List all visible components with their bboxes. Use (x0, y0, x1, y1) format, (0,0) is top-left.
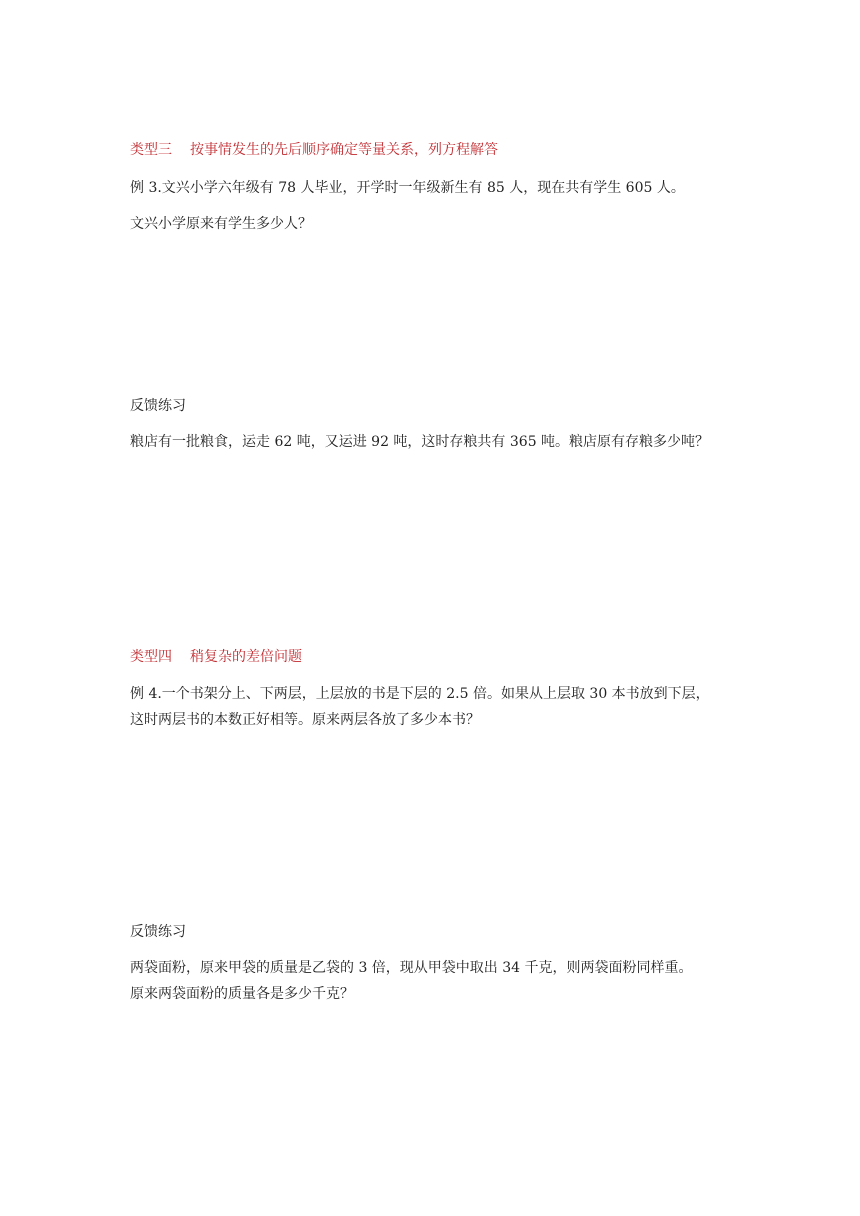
section3-heading-label: 类型三 (130, 142, 172, 158)
practice4-title: 反馈练习 (130, 924, 186, 940)
section3-heading-text: 按事情发生的先后顺序确定等量关系，列方程解答 (190, 142, 498, 158)
section4-heading-label: 类型四 (130, 649, 172, 665)
practice3-line1: 粮店有一批粮食，运走 62 吨，又运进 92 吨，这时存粮共有 365 吨。粮店原有存粮多少吨？ (130, 434, 710, 450)
practice4-line1: 两袋面粉，原来甲袋的质量是乙袋的 3 倍，现从甲袋中取出 34 千克，则两袋面粉同样重。 (130, 960, 693, 976)
section4-heading-text: 稍复杂的差倍问题 (190, 649, 302, 665)
practice3-title: 反馈练习 (130, 398, 186, 414)
example3-line2: 文兴小学原来有学生多少人？ (130, 216, 312, 232)
practice4-line2: 原来两袋面粉的质量各是多少千克？ (130, 986, 354, 1002)
section3-heading (130, 140, 498, 160)
example4-line2: 这时两层书的本数正好相等。原来两层各放了多少本书？ (130, 712, 480, 728)
example4-line1: 例 4.一个书架分上、下两层，上层放的书是下层的 2.5 倍。如果从上层取 30 本书放到下层， (130, 686, 710, 702)
example3-line1: 例 3.文兴小学六年级有 78 人毕业，开学时一年级新生有 85 人，现在共有学生 605 人。 (130, 180, 685, 196)
section4-heading (130, 647, 302, 667)
